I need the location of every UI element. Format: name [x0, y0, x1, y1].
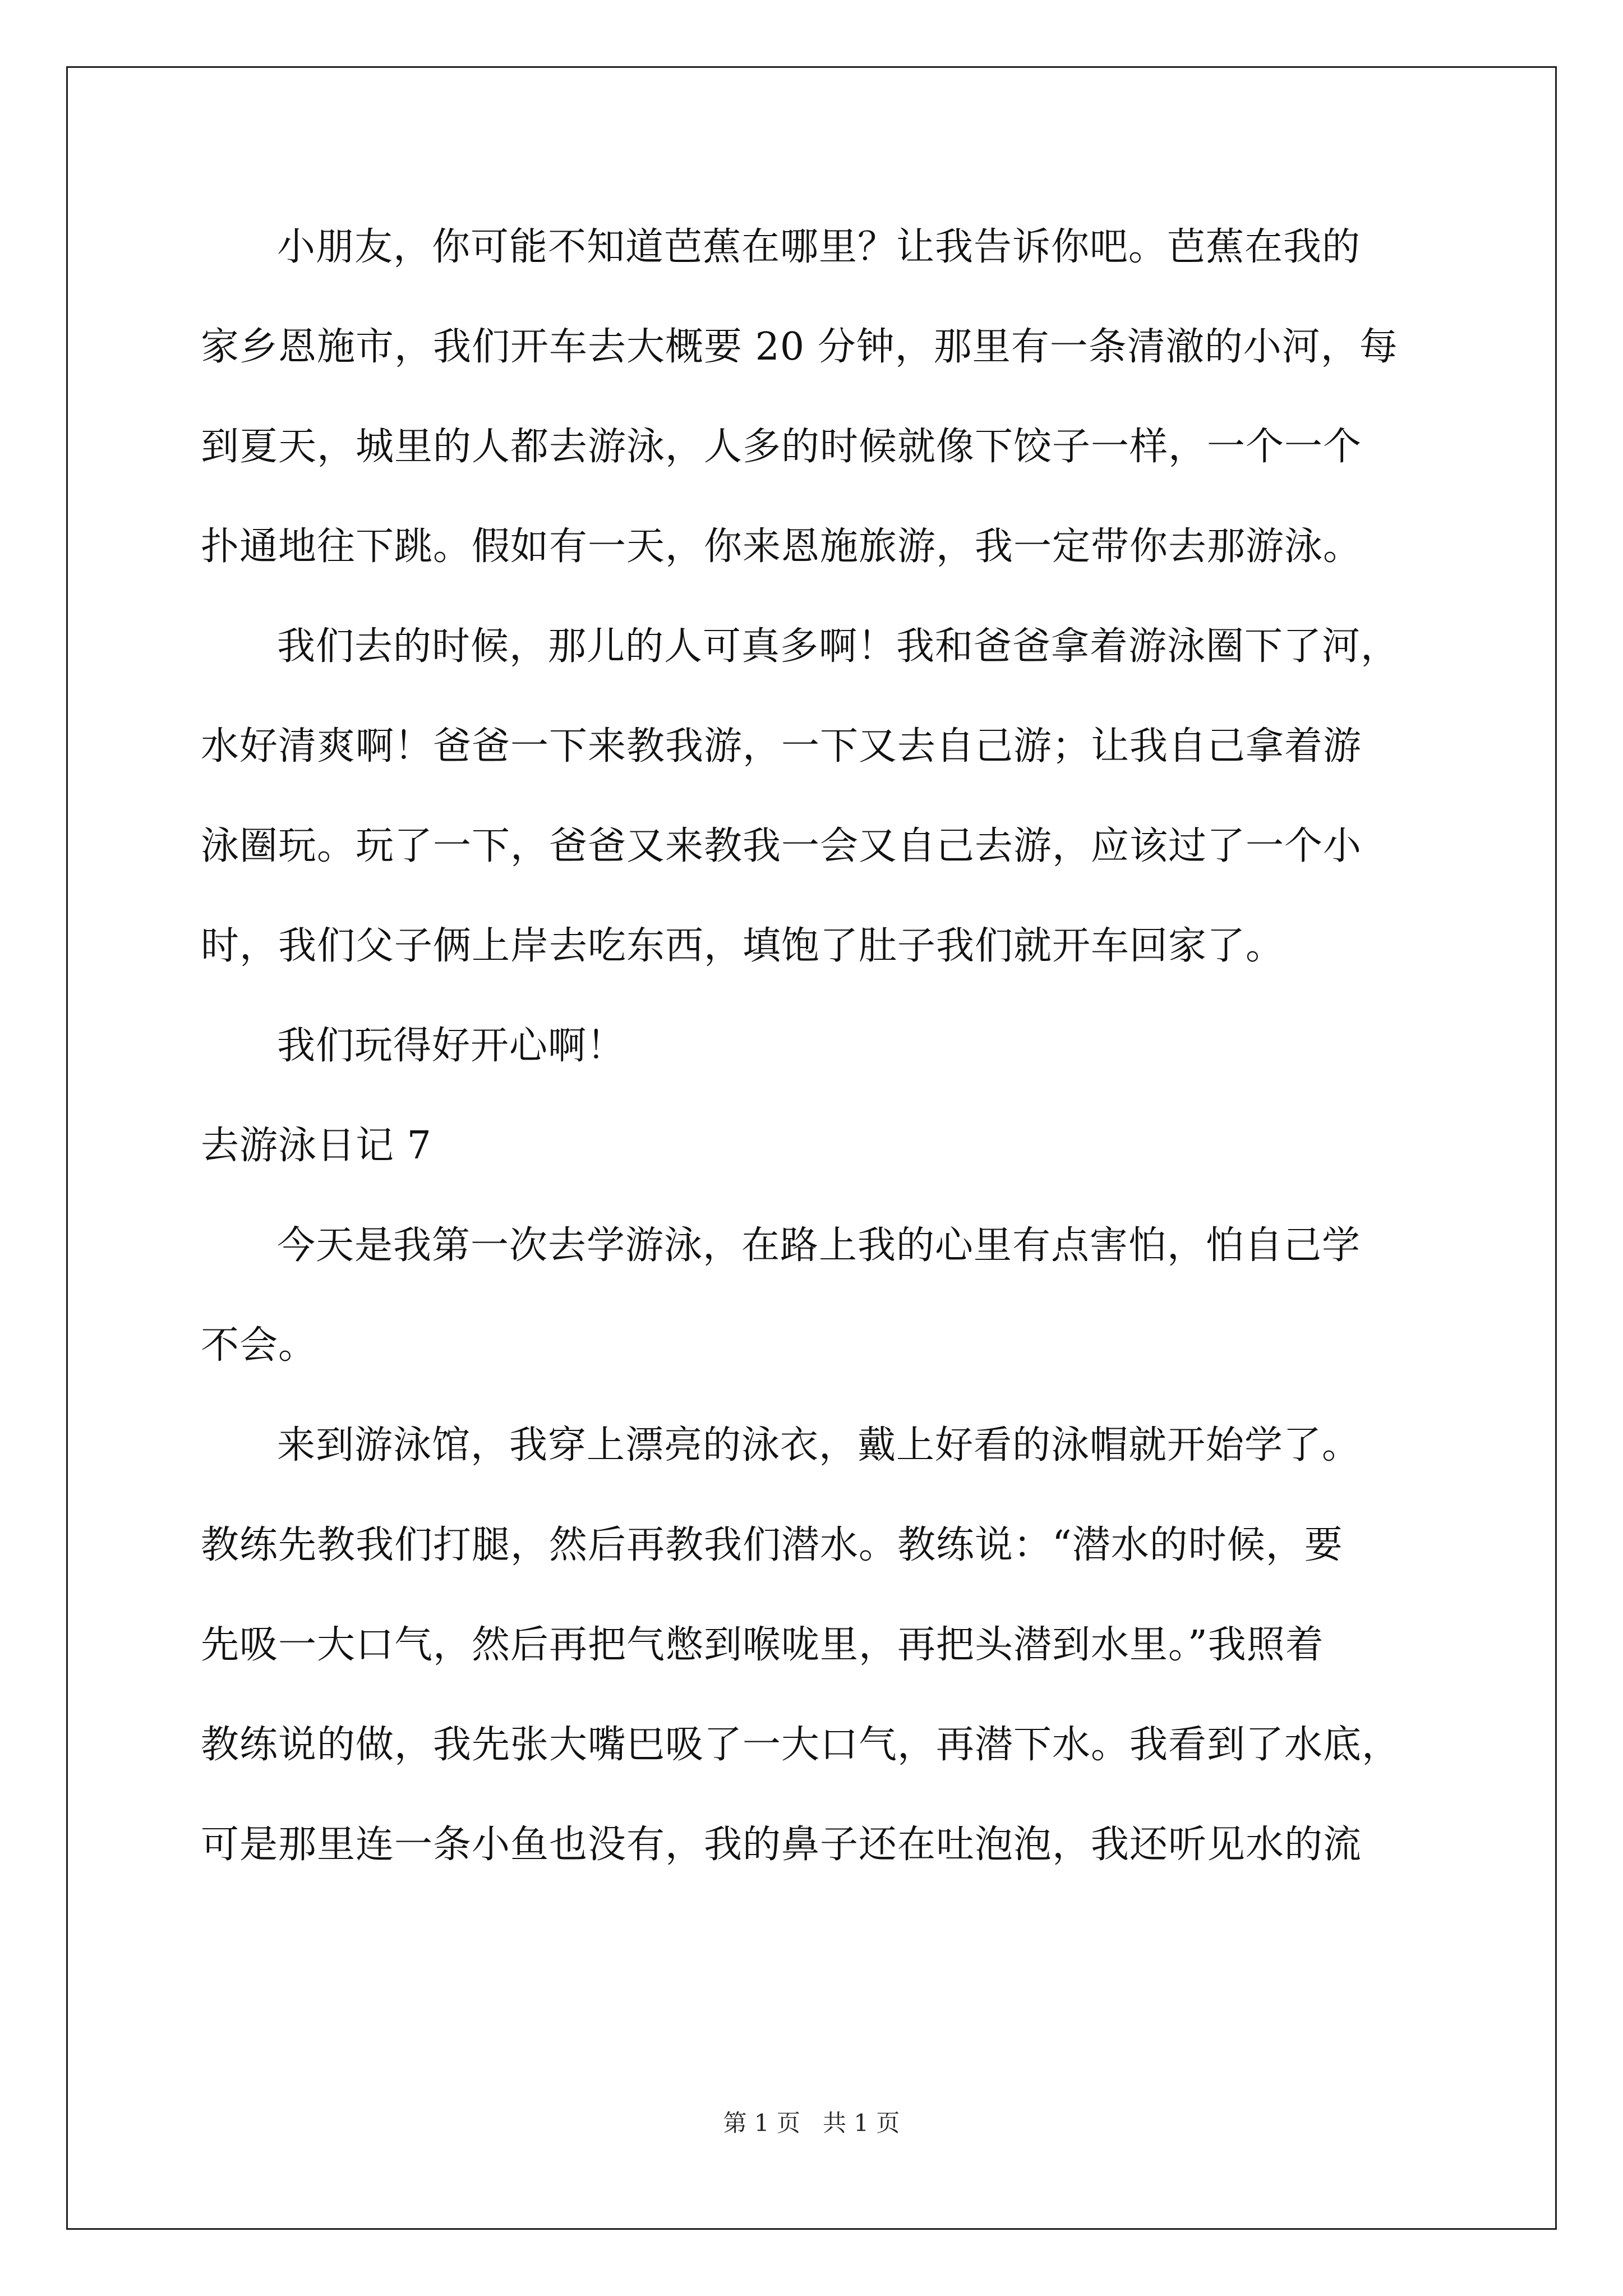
- section-heading: 去游泳日记 7: [201, 1124, 432, 1168]
- page-number: 第 1 页: [723, 2109, 800, 2137]
- text-line: 时，我们父子俩上岸去吃东西，填饱了肚子我们就开车回家了。: [201, 924, 1285, 968]
- text-line: 到夏天，城里的人都去游泳，人多的时候就像下饺子一样，一个一个: [201, 425, 1362, 469]
- text-line: 泳圈玩。玩了一下，爸爸又来教我一会又自己去游，应该过了一个小: [201, 824, 1362, 868]
- text-line: 今天是我第一次去学游泳，在路上我的心里有点害怕，怕自己学: [277, 1223, 1361, 1268]
- page-total: 共 1 页: [823, 2109, 900, 2137]
- text-line: 扑通地往下跳。假如有一天，你来恩施旅游，我一定带你去那游泳。: [201, 524, 1362, 569]
- text-line: 水好清爽啊！爸爸一下来教我游，一下又去自己游；让我自己拿着游: [201, 724, 1362, 769]
- text-line: 来到游泳馆，我穿上漂亮的泳衣，戴上好看的泳帽就开始学了。: [277, 1423, 1361, 1467]
- text-line: 不会。: [201, 1323, 317, 1368]
- document-body: [201, 197, 1446, 1895]
- text-line: 我们去的时候，那儿的人可真多啊！我和爸爸拿着游泳圈下了河，: [277, 624, 1400, 669]
- page-footer: [0, 2106, 1623, 2140]
- text-line: 可是那里连一条小鱼也没有，我的鼻子还在吐泡泡，我还听见水的流: [201, 1823, 1362, 1867]
- text-line: 先吸一大口气，然后再把气憋到喉咙里，再把头潜到水里。”我照着: [201, 1623, 1324, 1667]
- text-line: 教练先教我们打腿，然后再教我们潜水。教练说：“潜水的时候，要: [201, 1523, 1343, 1567]
- text-line: 小朋友，你可能不知道芭蕉在哪里？让我告诉你吧。芭蕉在我的: [277, 225, 1361, 269]
- text-line: 家乡恩施市，我们开车去大概要 20 分钟，那里有一条清澈的小河，每: [201, 325, 1398, 369]
- text-line: 教练说的做，我先张大嘴巴吸了一大口气，再潜下水。我看到了水底，: [201, 1723, 1401, 1767]
- text-line: 我们玩得好开心啊！: [277, 1024, 626, 1068]
